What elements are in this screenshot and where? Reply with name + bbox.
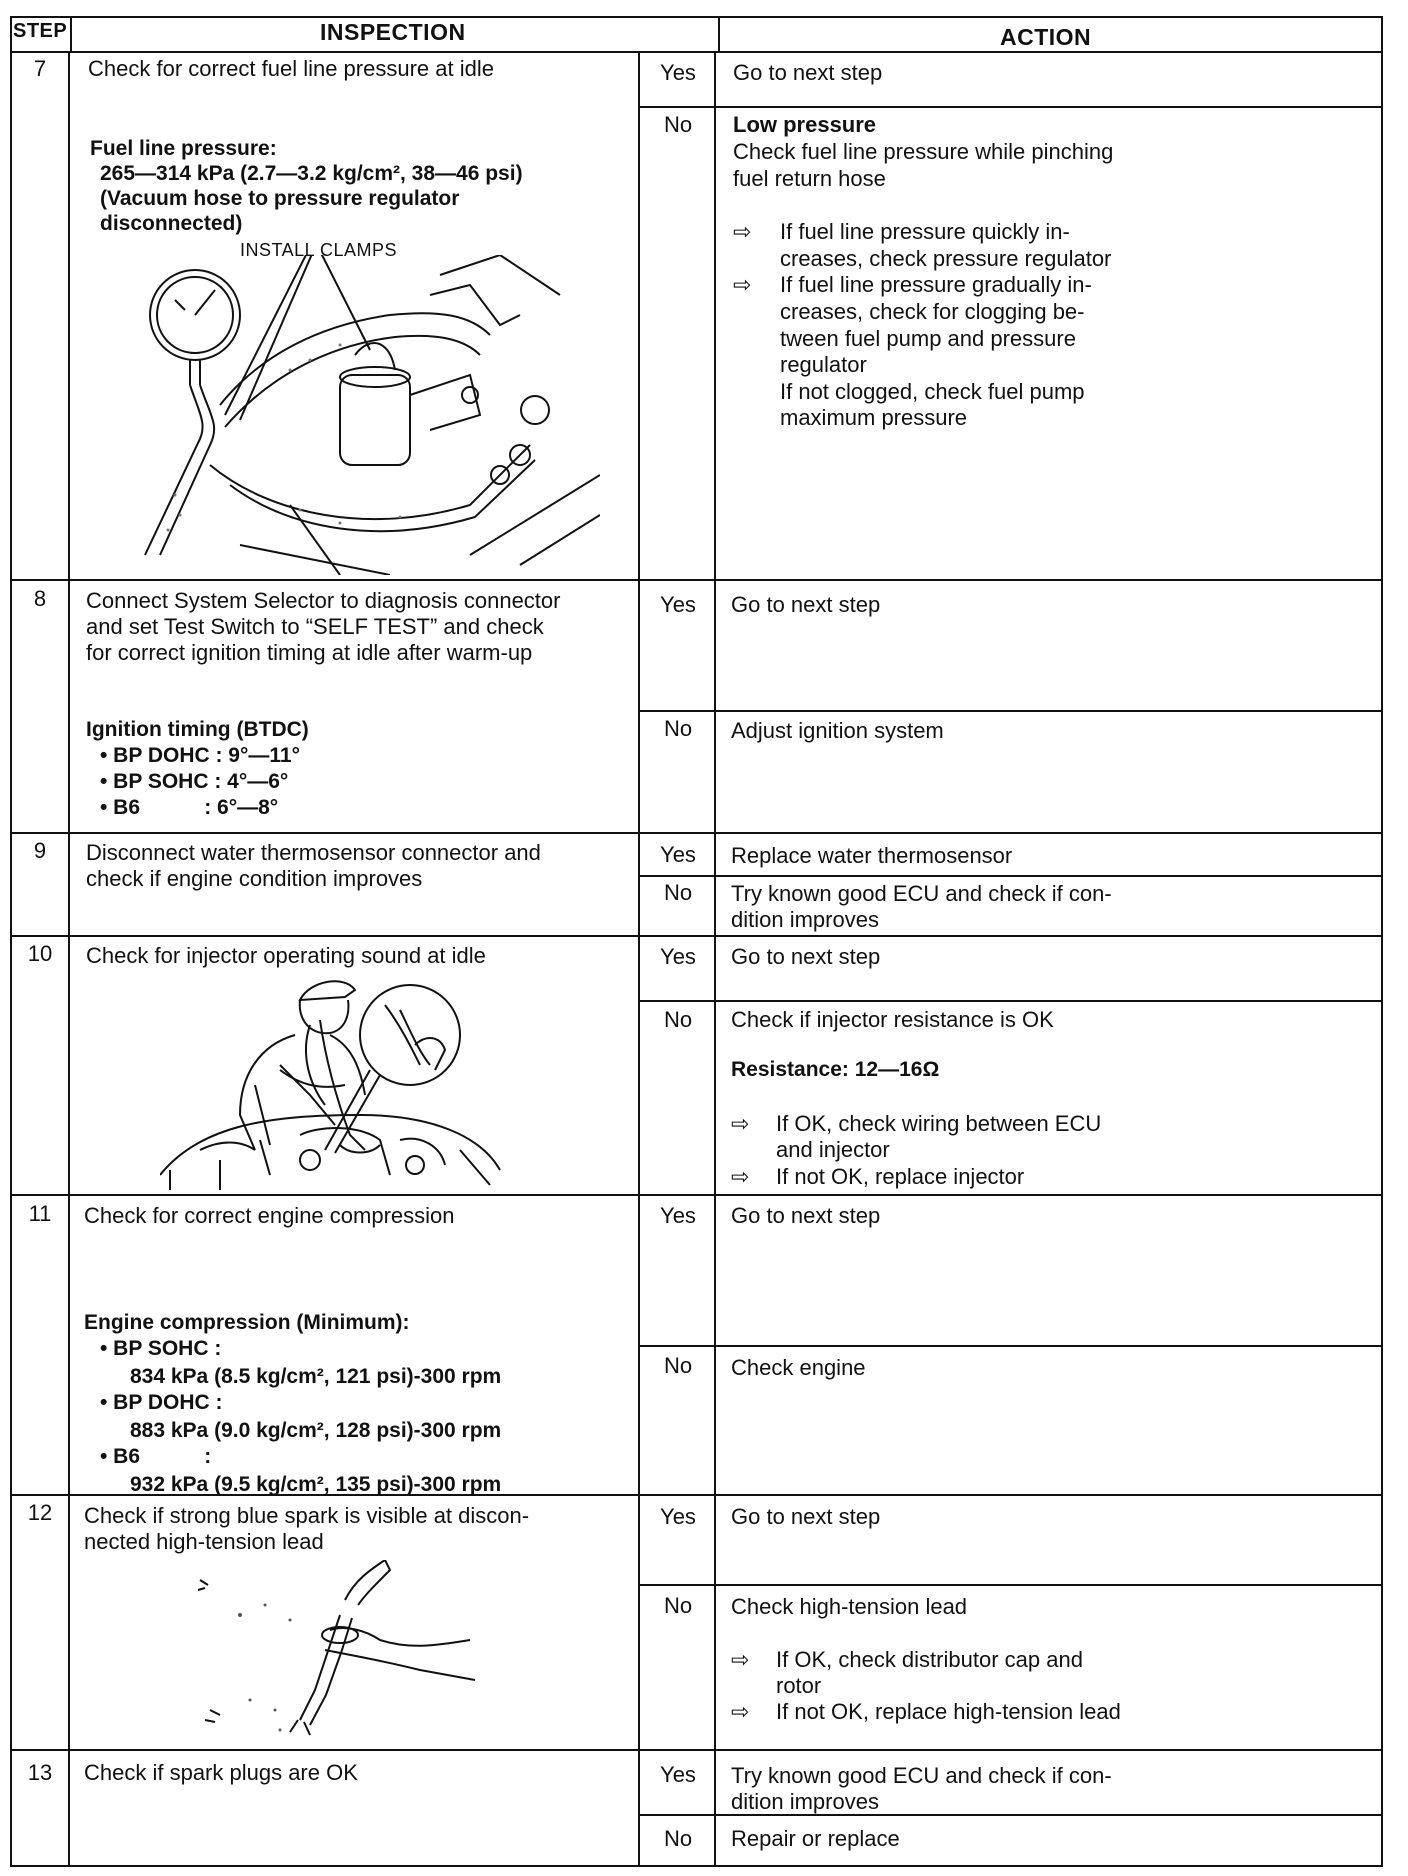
yes-no-divider [638, 875, 1383, 877]
answer-yes: Yes [660, 842, 696, 867]
spec-line: (Vacuum hose to pressure regulator [100, 187, 460, 210]
action-line: fuel return hose [733, 166, 886, 191]
action-title: Low pressure [733, 112, 877, 137]
action-bullet-line: creases, check pressure regulator [780, 246, 1112, 271]
step-number: 13 [27, 1760, 53, 1785]
inspection-text: Check for correct engine compression [84, 1203, 455, 1228]
step-number: 11 [28, 1201, 52, 1226]
inspection-text: for correct ignition timing at idle after warm-up [86, 640, 533, 665]
yes-no-divider [638, 710, 1383, 712]
spec-title: Ignition timing (BTDC) [86, 718, 309, 741]
answer-no: No [663, 1007, 693, 1032]
fuel-pressure-gauge-illustration-icon [140, 255, 600, 575]
spec-title: Fuel line pressure: [90, 137, 277, 160]
inspection-text: Disconnect water thermosensor connector and [86, 840, 541, 865]
step-number: 7 [33, 56, 47, 81]
header-divider [718, 16, 720, 52]
action-text: Check high-tension lead [731, 1594, 968, 1619]
arrow-icon: ⇨ [731, 1699, 750, 1724]
inspection-text: Check if strong blue spark is visible at discon- [84, 1503, 530, 1528]
header-divider [70, 16, 72, 52]
answer-yes: Yes [660, 944, 696, 969]
inspection-text: and set Test Switch to “SELF TEST” and check [86, 614, 544, 639]
action-bullet-line: If not OK, replace high-tension lead [776, 1699, 1121, 1724]
step-number: 10 [27, 941, 53, 966]
row-divider [10, 935, 1383, 937]
action-text: Adjust ignition system [731, 718, 944, 743]
answer-no: No [663, 880, 693, 905]
answer-yes: Yes [660, 1203, 696, 1228]
action-bullet-line: If not clogged, check fuel pump [780, 379, 1085, 404]
action-line: Try known good ECU and check if con- [731, 1763, 1112, 1788]
spec-line: • BP DOHC : 9°—11° [100, 744, 300, 767]
spec-line: • BP SOHC : [100, 1337, 222, 1360]
spec-line: 932 kPa (9.5 kg/cm², 135 psi)-300 rpm [130, 1473, 502, 1496]
arrow-icon: ⇨ [731, 1164, 750, 1189]
action-bullet-line: If OK, check wiring between ECU [776, 1111, 1102, 1136]
inspection-text: Check for injector operating sound at idle [86, 943, 486, 968]
answer-no: No [663, 1593, 693, 1618]
mechanic-stethoscope-illustration-icon [160, 975, 560, 1190]
illustration-label: INSTALL CLAMPS [240, 240, 398, 260]
answer-yes: Yes [660, 60, 696, 85]
action-bullet-line: If not OK, replace injector [776, 1164, 1025, 1189]
answer-no: No [663, 1353, 693, 1378]
answer-column-divider [714, 51, 716, 1867]
action-text: Go to next step [731, 1203, 881, 1228]
yes-no-divider [638, 1584, 1383, 1586]
header-step: STEP [13, 20, 68, 42]
step-number: 12 [27, 1500, 53, 1525]
row-divider [10, 1749, 1383, 1751]
resistance-spec: Resistance: 12—16Ω [731, 1058, 940, 1081]
answer-no: No [663, 112, 693, 137]
yes-no-divider [638, 106, 1383, 108]
inspection-text: Check if spark plugs are OK [84, 1760, 358, 1785]
yes-no-divider [638, 1000, 1383, 1002]
answer-yes: Yes [660, 592, 696, 617]
step-number: 9 [33, 838, 47, 863]
row-divider [10, 832, 1383, 834]
action-line: Check fuel line pressure while pinching [733, 139, 1114, 164]
spec-title: Engine compression (Minimum): [84, 1311, 410, 1334]
action-bullet-line: tween fuel pump and pressure [780, 326, 1076, 351]
action-line: Try known good ECU and check if con- [731, 881, 1112, 906]
spec-line: 834 kPa (8.5 kg/cm², 121 psi)-300 rpm [130, 1365, 502, 1388]
action-text: Go to next step [731, 592, 881, 617]
inspection-text: Connect System Selector to diagnosis connector [86, 588, 561, 613]
inspection-text: nected high-tension lead [84, 1529, 324, 1554]
row-divider [10, 1194, 1383, 1196]
action-line: dition improves [731, 907, 879, 932]
action-text: Check engine [731, 1355, 866, 1380]
action-text: Go to next step [731, 944, 881, 969]
action-bullet-line: If fuel line pressure quickly in- [780, 219, 1070, 244]
action-bullet-line: and injector [776, 1137, 890, 1162]
action-bullet-line: If OK, check distributor cap and [776, 1647, 1083, 1672]
arrow-icon: ⇨ [731, 1647, 750, 1672]
header-bottom [10, 51, 1383, 53]
spark-test-illustration-icon [180, 1560, 480, 1740]
action-text: Check if injector resistance is OK [731, 1007, 1054, 1032]
action-bullet-line: creases, check for clogging be- [780, 299, 1085, 324]
arrow-icon: ⇨ [731, 1111, 750, 1136]
answer-yes: Yes [660, 1504, 696, 1529]
action-line: dition improves [731, 1789, 879, 1814]
action-bullet-line: rotor [776, 1673, 822, 1698]
inspection-text: check if engine condition improves [86, 866, 423, 891]
action-bullet-line: If fuel line pressure gradually in- [780, 272, 1092, 297]
action-bullet-line: regulator [780, 352, 867, 377]
row-divider [10, 579, 1383, 581]
action-text: Repair or replace [731, 1826, 900, 1851]
spec-line: • B6 : [100, 1445, 212, 1468]
step-number: 8 [33, 586, 47, 611]
arrow-icon: ⇨ [733, 272, 752, 297]
answer-no: No [663, 1826, 693, 1851]
spec-line: • BP SOHC : 4°—6° [100, 770, 289, 793]
action-text: Go to next step [731, 1504, 881, 1529]
action-bullet-line: maximum pressure [780, 405, 968, 430]
action-text: Go to next step [733, 60, 883, 85]
spec-line: • B6 : 6°—8° [100, 796, 279, 819]
answer-no: No [663, 716, 693, 741]
arrow-icon: ⇨ [733, 219, 752, 244]
action-text: Replace water thermosensor [731, 843, 1013, 868]
header-inspection: INSPECTION [320, 19, 466, 45]
step-column-divider [68, 51, 70, 1867]
spec-line: 265—314 kPa (2.7—3.2 kg/cm², 38—46 psi) [100, 162, 523, 185]
inspection-column-divider [638, 51, 640, 1867]
spec-line: disconnected) [100, 212, 243, 235]
spec-line: 883 kPa (9.0 kg/cm², 128 psi)-300 rpm [130, 1419, 502, 1442]
spec-line: • BP DOHC : [100, 1391, 223, 1414]
header-action: ACTION [1000, 24, 1092, 50]
yes-no-divider [638, 1345, 1383, 1347]
answer-yes: Yes [660, 1762, 696, 1787]
inspection-text: Check for correct fuel line pressure at idle [88, 56, 494, 81]
